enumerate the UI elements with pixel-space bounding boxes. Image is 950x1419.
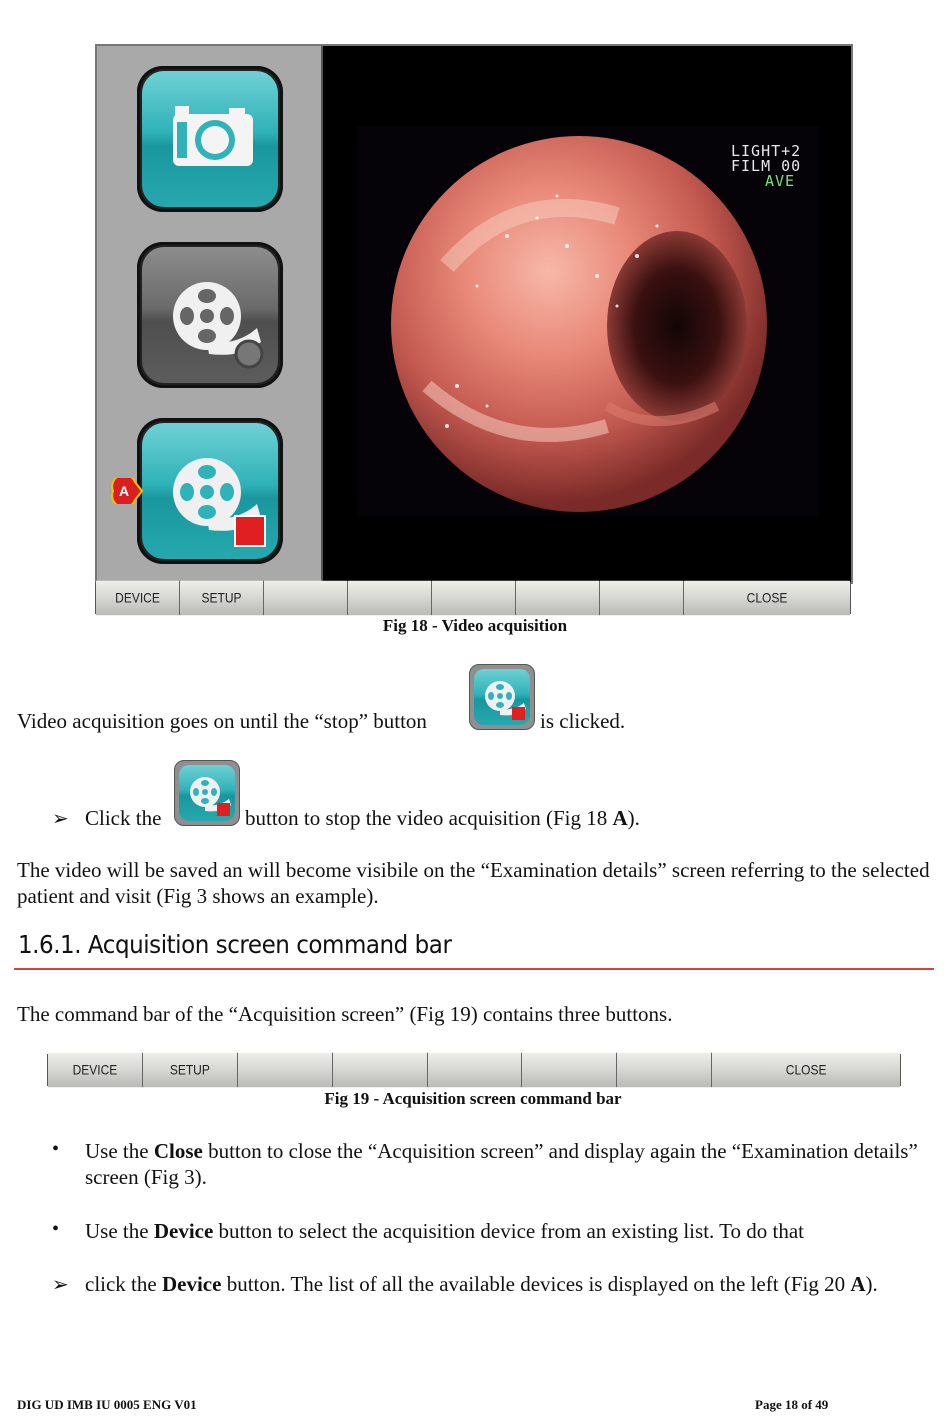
close-button[interactable]: CLOSE	[684, 581, 850, 616]
empty-button[interactable]	[617, 1053, 712, 1088]
figure-18	[95, 44, 851, 614]
marker-label: A	[118, 483, 130, 499]
figure-19-caption: Fig 19 - Acquisition screen command bar	[324, 1089, 622, 1108]
bullet-dot-icon: •	[52, 1138, 60, 1160]
empty-button[interactable]	[238, 1053, 333, 1088]
para-command-bar: The command bar of the “Acquisition screen” (Fig 19) contains three buttons.	[17, 1002, 673, 1026]
empty-button[interactable]	[264, 581, 348, 616]
video-osd-overlay	[731, 144, 801, 189]
step1-before: Click the	[85, 806, 162, 830]
empty-button[interactable]	[600, 581, 684, 616]
command-bar-fig19	[47, 1054, 901, 1086]
step1-after: button to stop the video acquisition (Fig 18 A).	[245, 806, 640, 830]
footer-page-number: Page 18 of 49	[755, 1397, 829, 1412]
bullet-dot-icon: •	[52, 1218, 60, 1240]
heading-rule	[14, 968, 934, 970]
record-button[interactable]	[137, 242, 283, 388]
para-stop-before: Video acquisition goes on until the “stop” button	[17, 709, 427, 733]
film-reel-stop-icon	[137, 418, 283, 564]
acquisition-button-panel	[97, 46, 323, 582]
close-button[interactable]: CLOSE	[712, 1053, 900, 1088]
arrow-bullet-icon: ➢	[52, 1274, 69, 1296]
device-button[interactable]: DEVICE	[48, 1053, 143, 1088]
camera-button[interactable]	[137, 66, 283, 212]
osd-ave: AVE	[765, 172, 796, 190]
film-reel-icon	[137, 242, 283, 388]
osd-film: FILM 00	[731, 157, 802, 175]
footer-doc-id: DIG UD IMB IU 0005 ENG V01	[17, 1397, 197, 1412]
empty-button[interactable]	[516, 581, 600, 616]
empty-button[interactable]	[432, 581, 516, 616]
osd-light: LIGHT+2	[731, 142, 802, 160]
command-bar-fig18	[95, 582, 851, 614]
empty-button[interactable]	[428, 1053, 523, 1088]
device-button[interactable]: DEVICE	[96, 581, 180, 616]
arrow-bullet-icon: ➢	[52, 808, 69, 830]
step-click-device: click the Device button. The list of all the available devices is displayed on the left (Fig 20 A).	[85, 1272, 878, 1296]
camera-icon	[137, 66, 283, 212]
empty-button[interactable]	[348, 581, 432, 616]
empty-button[interactable]	[333, 1053, 428, 1088]
bullet-device: Use the Device button to select the acquisition device from an existing list. To do that	[85, 1219, 804, 1243]
bullet-close: Use the Close button to close the “Acquisition screen” and display again the “Examination details” screen (Fig 3).	[85, 1139, 918, 1189]
callout-marker-a	[111, 478, 143, 504]
para-stop-after: is clicked.	[540, 709, 626, 733]
figure-18-caption: Fig 18 - Video acquisition	[382, 616, 568, 635]
stop-button[interactable]	[137, 418, 283, 564]
empty-button[interactable]	[522, 1053, 617, 1088]
stop-icon-inline	[469, 664, 535, 730]
setup-button[interactable]: SETUP	[180, 581, 264, 616]
section-heading: 1.6.1. Acquisition screen command bar	[18, 930, 452, 959]
para-video-saved: The video will be saved an will become visibile on the “Examination details” screen referring to the selected patient and visit (Fig 3 shows an example).	[17, 858, 930, 908]
setup-button[interactable]: SETUP	[143, 1053, 238, 1088]
acquisition-screen	[95, 44, 853, 584]
stop-icon-inline	[174, 760, 240, 826]
